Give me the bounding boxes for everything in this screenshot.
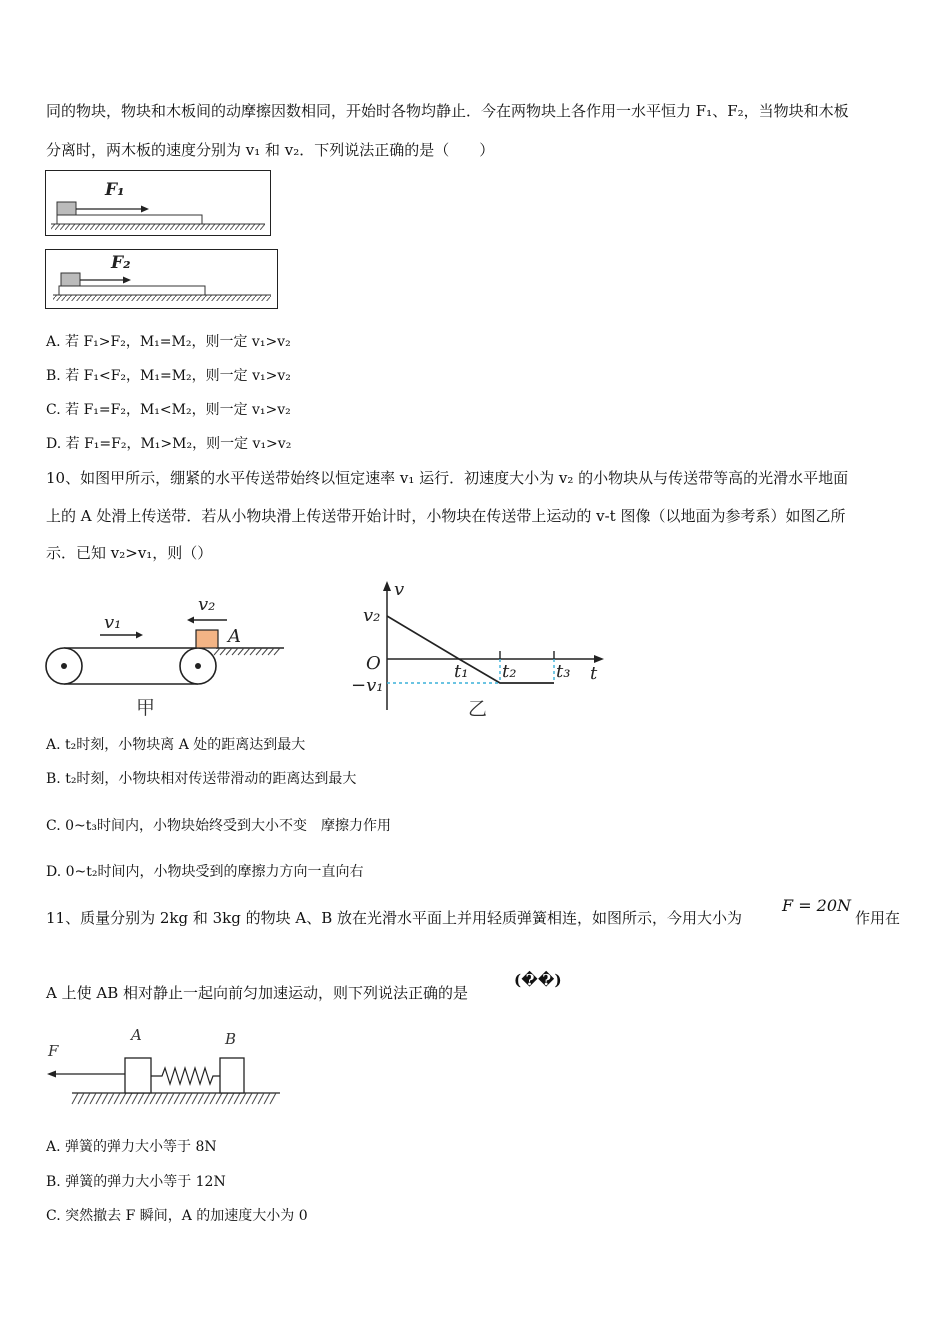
q10-yi-caption: 乙 — [468, 698, 488, 720]
q10-jia-caption: 甲 — [136, 697, 156, 719]
q11-line2-mark: (��) — [514, 971, 562, 989]
q9-figure-1 — [45, 170, 271, 236]
q10-yi-v-axis-label: v — [394, 579, 405, 600]
q11-option-c: C. 突然撤去 F 瞬间，A 的加速度大小为 0 — [46, 1208, 308, 1224]
q10-line1: 10、如图甲所示，绷紧的水平传送带始终以恒定速率 v₁ 运行．初速度大小为 v₂ 的小物块从与传送带等高的光滑水平地面 — [46, 469, 849, 487]
q9-intro-line1: 同的物块，物块和木板间的动摩擦因数相同，开始时各物均静止．今在两物块上各作用一水平恒力 F₁、F₂，当物块和木板 — [46, 102, 849, 120]
q11-line1-end: 作用在 — [855, 909, 901, 927]
q10-yi-t1-label: t₁ — [454, 661, 469, 682]
q11-option-b: B. 弹簧的弹力大小等于 12N — [46, 1174, 226, 1190]
q11-line1: 11、质量分别为 2kg 和 3kg 的物块 A、B 放在光滑水平面上并用轻质弹簧相连，如图所示，今用大小为 — [46, 909, 743, 927]
q10-yi-t-axis-label: t — [590, 663, 598, 684]
q10-jia-a-label: A — [228, 626, 241, 647]
q11-force-value: F = 20N — [782, 896, 852, 915]
q10-yi-neg-v1-label: −v₁ — [351, 675, 384, 696]
q10-yi-t3-label: t₃ — [556, 661, 571, 682]
q10-line3: 示．已知 v₂>v₁，则（） — [46, 544, 213, 562]
q10-jia-v2-label: v₂ — [198, 594, 216, 615]
q9-option-c: C. 若 F₁=F₂，M₁<M₂，则一定 v₁>v₂ — [46, 402, 291, 418]
q9-fig2-force-label: F₂ — [111, 253, 131, 273]
q10-figure-yi — [350, 575, 612, 723]
q11-option-a: A. 弹簧的弹力大小等于 8N — [46, 1139, 217, 1155]
q10-option-b: B. t₂时刻，小物块相对传送带滑动的距离达到最大 — [46, 771, 357, 787]
q10-yi-origin-label: O — [366, 653, 381, 674]
q10-option-a: A. t₂时刻，小物块离 A 处的距离达到最大 — [46, 737, 306, 753]
q11-figure — [44, 1026, 284, 1112]
q10-yi-t2-label: t₂ — [502, 661, 517, 682]
q9-option-a: A. 若 F₁>F₂，M₁=M₂，则一定 v₁>v₂ — [46, 334, 291, 350]
q9-fig1-force-label: F₁ — [105, 180, 125, 200]
q9-option-b: B. 若 F₁<F₂，M₁=M₂，则一定 v₁>v₂ — [46, 368, 291, 384]
q11-fig-force-label: F — [48, 1042, 59, 1060]
q10-line2: 上的 A 处滑上传送带．若从小物块滑上传送带开始计时，小物块在传送带上运动的 v-t 图像（以地面为参考系）如图乙所 — [46, 507, 846, 525]
q11-line2: A 上使 AB 相对静止一起向前匀加速运动，则下列说法正确的是 — [46, 984, 468, 1002]
q10-option-d: D. 0~t₂时间内，小物块受到的摩擦力方向一直向右 — [46, 864, 364, 880]
q10-jia-v1-label: v₁ — [104, 612, 122, 633]
q9-option-d: D. 若 F₁=F₂，M₁>M₂，则一定 v₁>v₂ — [46, 436, 292, 452]
q11-fig-block-b-label: B — [225, 1030, 237, 1048]
q10-yi-v2-label: v₂ — [363, 605, 381, 626]
q9-figure-2 — [45, 249, 278, 309]
q10-figure-jia — [44, 590, 289, 722]
q10-option-c: C. 0~t₃时间内，小物块始终受到大小不变 摩擦力作用 — [46, 818, 391, 834]
q9-intro-line2: 分离时，两木板的速度分别为 v₁ 和 v₂．下列说法正确的是（ ） — [46, 141, 495, 159]
q11-fig-block-a-label: A — [131, 1026, 142, 1044]
